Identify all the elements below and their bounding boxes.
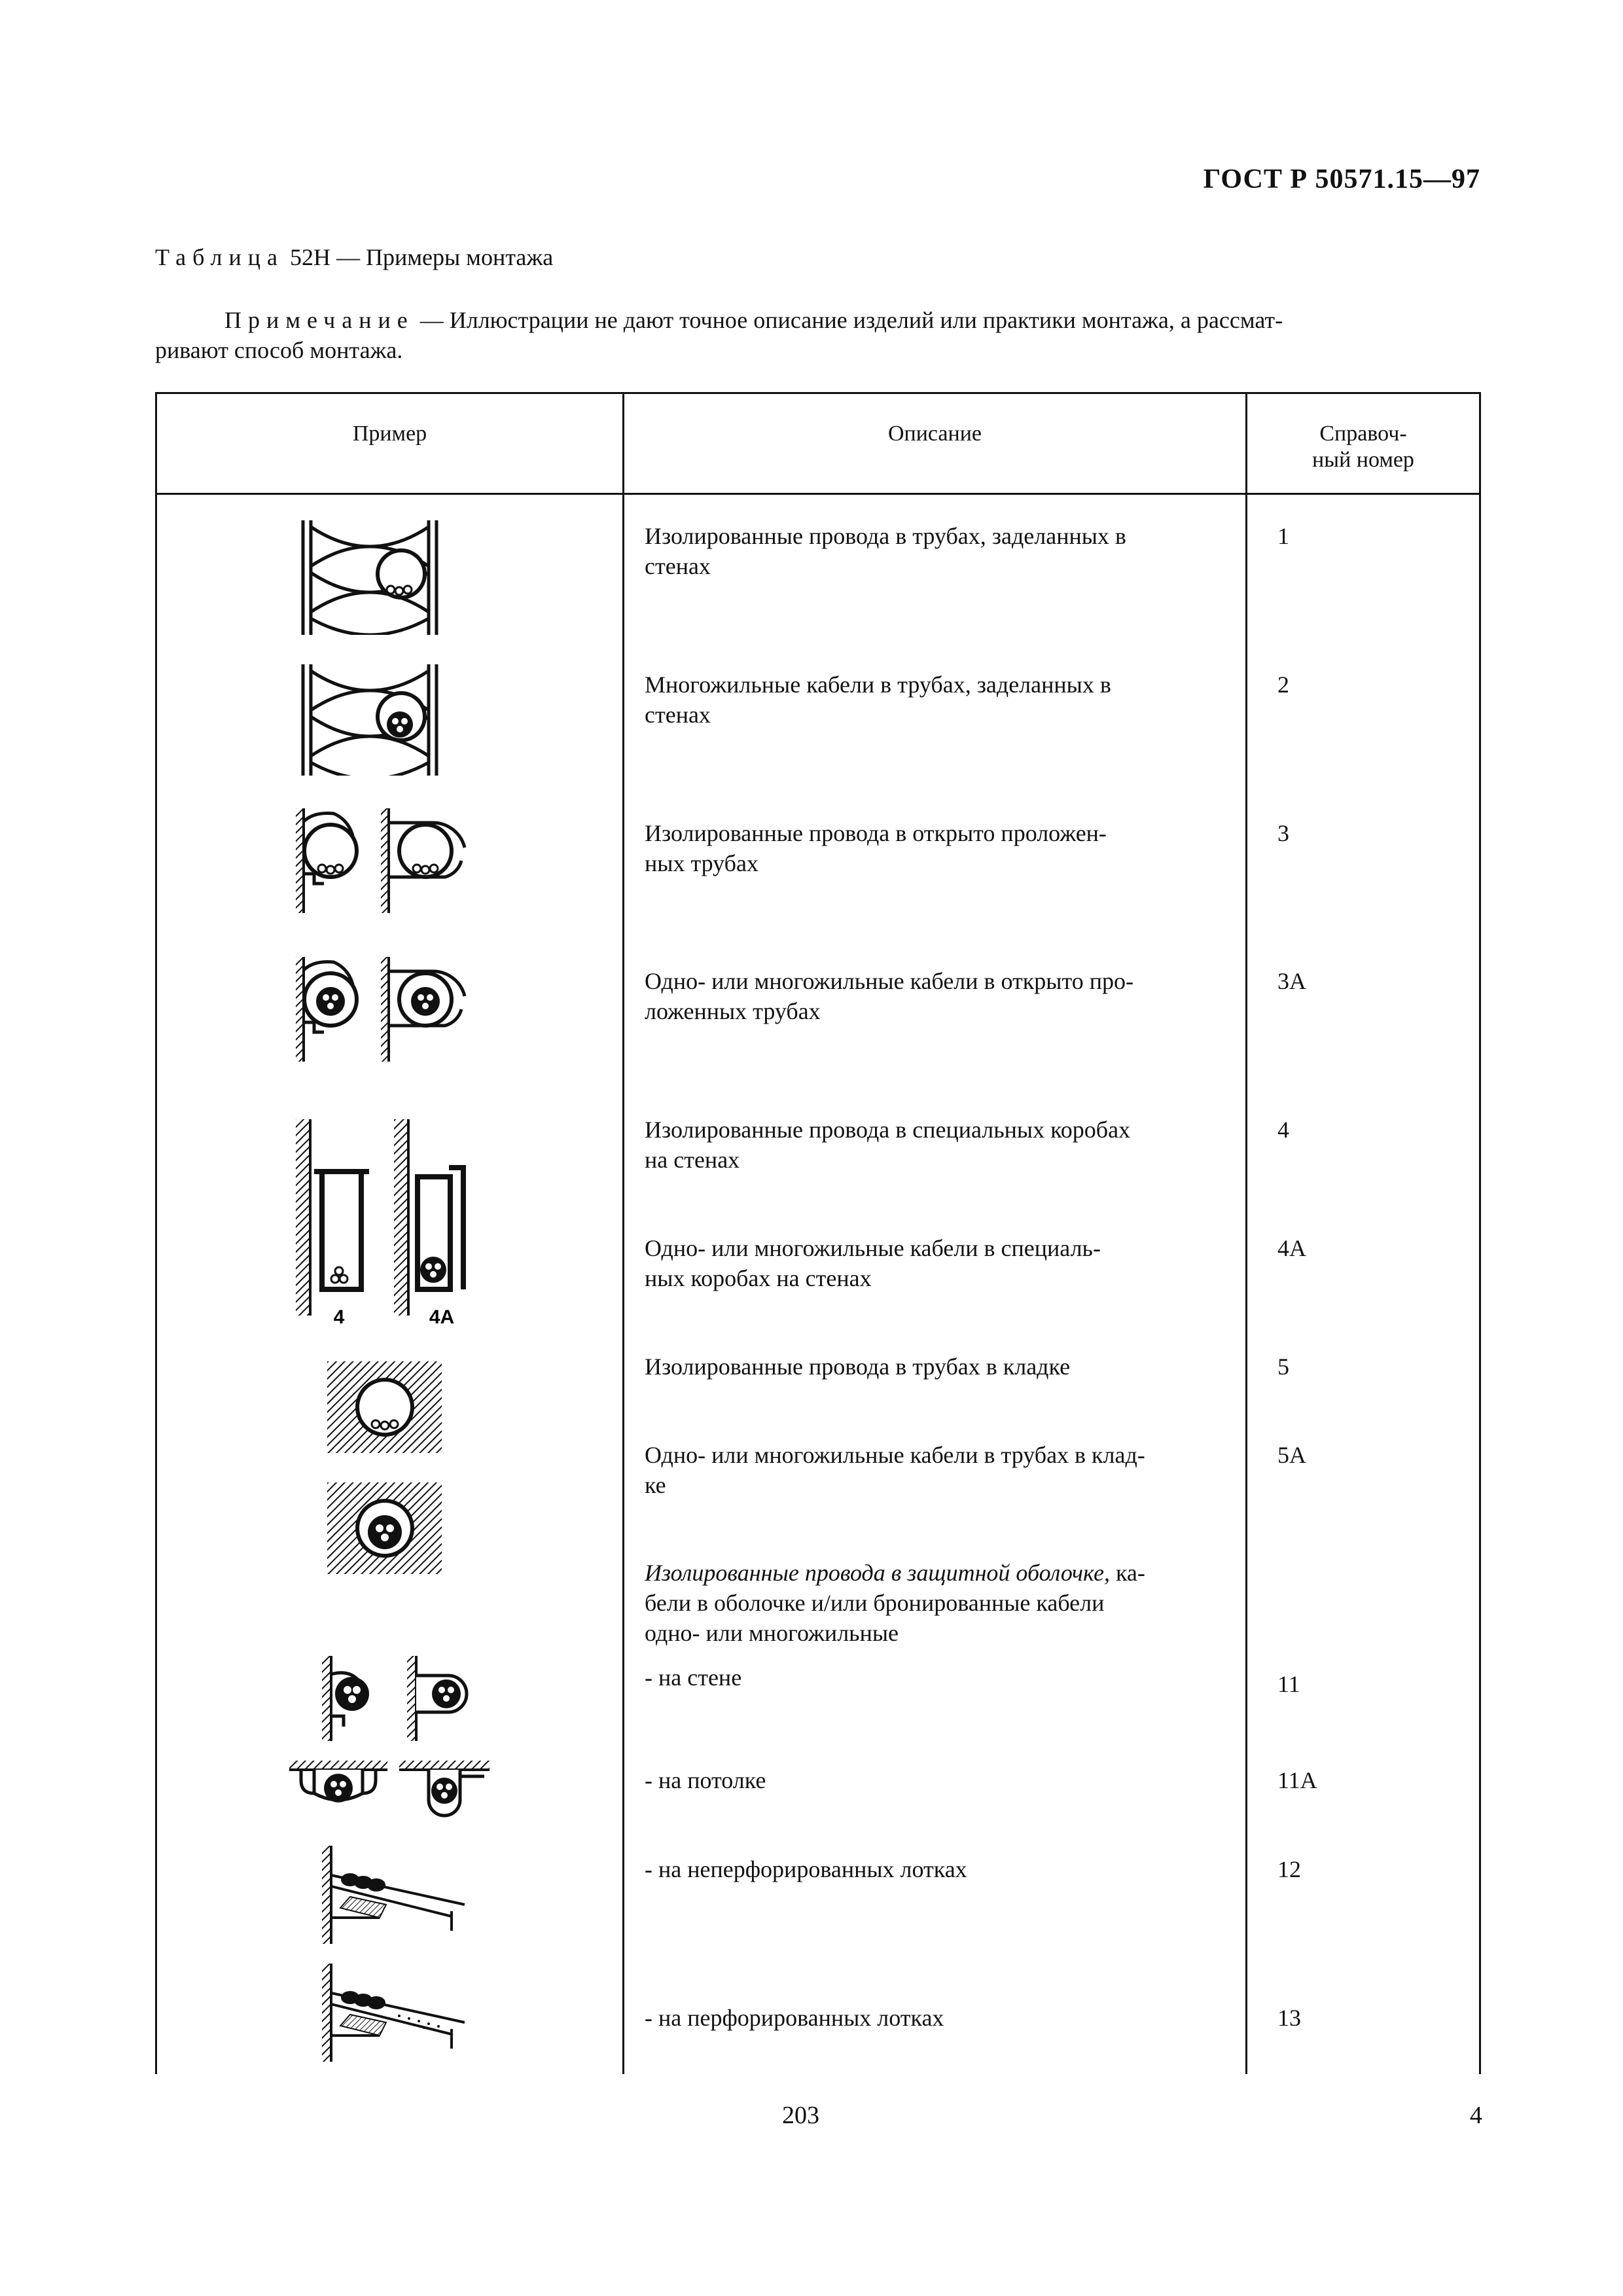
header-ref-line2: ный номер [1312, 448, 1414, 472]
fig-11-cable-on-wall [321, 1656, 478, 1741]
row-1-description: Изолированные провода в трубах, заделанных в стенах [645, 523, 1126, 579]
row-3-ref: 3 [1277, 820, 1289, 846]
row-3-description: Изолированные провода в открыто проложен- ных трубах [645, 820, 1107, 876]
row-5-description: Изолированные провода в трубах в кладке [645, 1354, 1071, 1380]
fig-11a-cable-on-ceiling [288, 1761, 491, 1826]
header-ref-number [1247, 421, 1479, 473]
sub-row-ceiling-description: - на потолке [645, 1767, 766, 1793]
table-left-border [155, 392, 157, 2074]
table-title-label: Таблица [155, 244, 284, 270]
table-title [155, 243, 553, 271]
row-5a-description: Одно- или многожильные кабели в трубах в клад- ке [645, 1442, 1145, 1498]
row-3a-ref: 3А [1277, 968, 1306, 994]
fig-5a-cable-conduit-in-masonry [327, 1482, 442, 1574]
fig-1-conduit-in-insulated-wall [298, 520, 442, 635]
table-col-divider-1 [622, 392, 624, 2074]
fig-5-conduit-in-masonry [327, 1361, 442, 1453]
row-2-description: Многожильные кабели в трубах, заделанных в стенах [645, 672, 1111, 728]
sub-row-unperforated-tray-description: - на неперфорированных лотках [645, 1856, 967, 1882]
note [155, 305, 1480, 365]
sub-row-perforated-tray-ref: 13 [1277, 2005, 1301, 2031]
row-5a-ref: 5А [1277, 1442, 1306, 1468]
table-header-border [155, 493, 1481, 495]
row-4-ref: 4 [1277, 1117, 1289, 1143]
sub-row-ceiling-ref: 11А [1277, 1767, 1317, 1793]
note-text-line1: — Иллюстрации не дают точное описание изделий или практики монтажа, а рассмат- [414, 307, 1283, 333]
fig-4-label: 4 [333, 1306, 345, 1328]
table-col-divider-2 [1245, 392, 1247, 2074]
sub-row-perforated-tray-description: - на перфорированных лотках [645, 2005, 944, 2031]
row-2-ref: 2 [1277, 672, 1289, 698]
row-4a-ref: 4А [1277, 1235, 1306, 1261]
sub-row-wall-ref: 11 [1277, 1671, 1300, 1697]
row-4a-description: Одно- или многожильные кабели в специаль- ных коробах на стенах [645, 1235, 1101, 1291]
fig-2-cable-conduit-in-insulated-wall [298, 664, 442, 776]
page-number: 203 [782, 2102, 819, 2129]
row-5-ref: 5 [1277, 1354, 1289, 1380]
row-1-ref: 1 [1277, 523, 1289, 549]
table-title-text: 52Н — Примеры монтажа [283, 244, 554, 270]
header-description: Описание [887, 422, 982, 446]
fig-13-perforated-tray [321, 1964, 471, 2062]
fig-3-conduit-on-wall [294, 808, 478, 913]
fig-4a-label: 4A [429, 1306, 455, 1328]
row-4-description: Изолированные провода в специальных коробах на стенах [645, 1117, 1131, 1173]
header-example: Пример [352, 422, 427, 446]
note-label: Примечание [224, 307, 414, 333]
note-text-line2: ривают способ монтажа. [155, 337, 403, 363]
fig-12-unperforated-tray [321, 1846, 471, 1944]
fig-3a-cable-conduit-on-wall [294, 957, 478, 1062]
sub-row-unperforated-tray-ref: 12 [1277, 1856, 1301, 1882]
row-3a-description: Одно- или многожильные кабели в открыто про- ложенных трубах [645, 968, 1133, 1024]
sub-row-wall-description: - на стене [645, 1664, 742, 1691]
table-top-border [155, 392, 1481, 394]
group-description: Изолированные провода в защитной оболочке, ка- бели в оболочке и/или бронированные кабели одно- или многожильные [645, 1560, 1145, 1646]
sheet-number: 4 [1470, 2102, 1482, 2129]
document-code: ГОСТ Р 50571.15—97 [1203, 164, 1480, 194]
table-right-border [1479, 392, 1481, 2074]
header-ref-line1: Справоч- [1319, 422, 1407, 446]
fig-4-trunking-on-wall [294, 1119, 478, 1329]
